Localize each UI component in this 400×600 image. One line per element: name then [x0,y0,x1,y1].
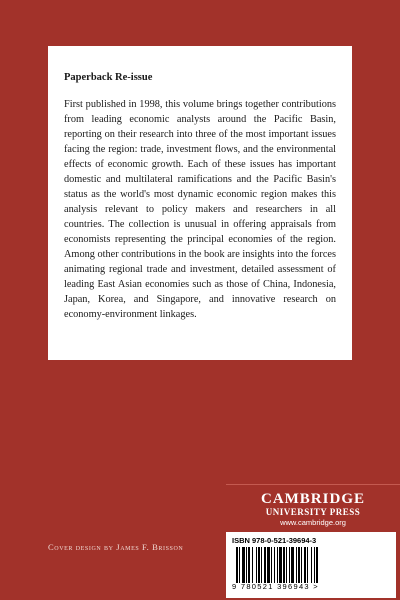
barcode-stripe [289,547,290,583]
panel-heading: Paperback Re-issue [64,72,153,83]
barcode-area [226,532,396,598]
barcode-stripe [298,547,300,583]
barcode-stripe [316,547,318,583]
barcode-stripe [242,547,245,583]
barcode-stripe [277,547,278,583]
publisher-url: www.cambridge.org [280,518,346,527]
barcode-number: 9 780521 396943 > [232,582,319,591]
barcode-stripe [239,547,240,583]
publisher-sub: UNIVERSITY PRESS [265,507,361,517]
barcode-stripe [248,547,250,583]
barcode-stripe [283,547,285,583]
barcode-stripe [264,547,266,583]
barcode-stripe [304,547,306,583]
barcode-stripe [252,547,253,583]
barcode-stripe [301,547,302,583]
cover-credit: Cover design by James F. Brisson [48,542,184,552]
isbn-label: ISBN 978-0-521-39694-3 [232,536,317,545]
barcode-stripe [279,547,282,583]
barcode-stripe [256,547,257,583]
barcode-stripe [261,547,262,583]
publisher-logo [226,484,400,533]
barcode-stripe [286,547,287,583]
barcode-stripe [246,547,247,583]
barcode-stripe [296,547,297,583]
barcode-stripe [291,547,294,583]
barcode-stripe [314,547,315,583]
barcode-stripe [274,547,275,583]
barcode-stripe [307,547,308,583]
barcode-stripe [258,547,260,583]
barcode-stripe [311,547,312,583]
barcode-stripe [271,547,272,583]
barcode-icon [232,547,382,583]
barcode-stripe [267,547,270,583]
panel-body: First published in 1998, this volume brings together contributions from leading economic analysts around the Pacific Basin, reporting on their research into three of the most important issues facing the region: trade, investment flows, and the environmental effects of economic growth. Each of these issues has important domestic and multilateral ramifications and the Pacific Basin's status as the world's most dynamic economic region makes this analysis relevant to policy makers and researchers in all countries. The collection is unusual in offering appraisals from economists representing the principal economies of the region. Among other contributions in the book are insights into the forces animating regional trade and investment, detailed assessment of leading East Asian economies such as those of China, Indonesia, Japan, Korea, and Singapore, and innovative research on economy-environment linkages. [64,99,336,320]
barcode-stripe [236,547,238,583]
publisher-name: CAMBRIDGE [260,491,365,507]
description-panel [48,46,352,360]
